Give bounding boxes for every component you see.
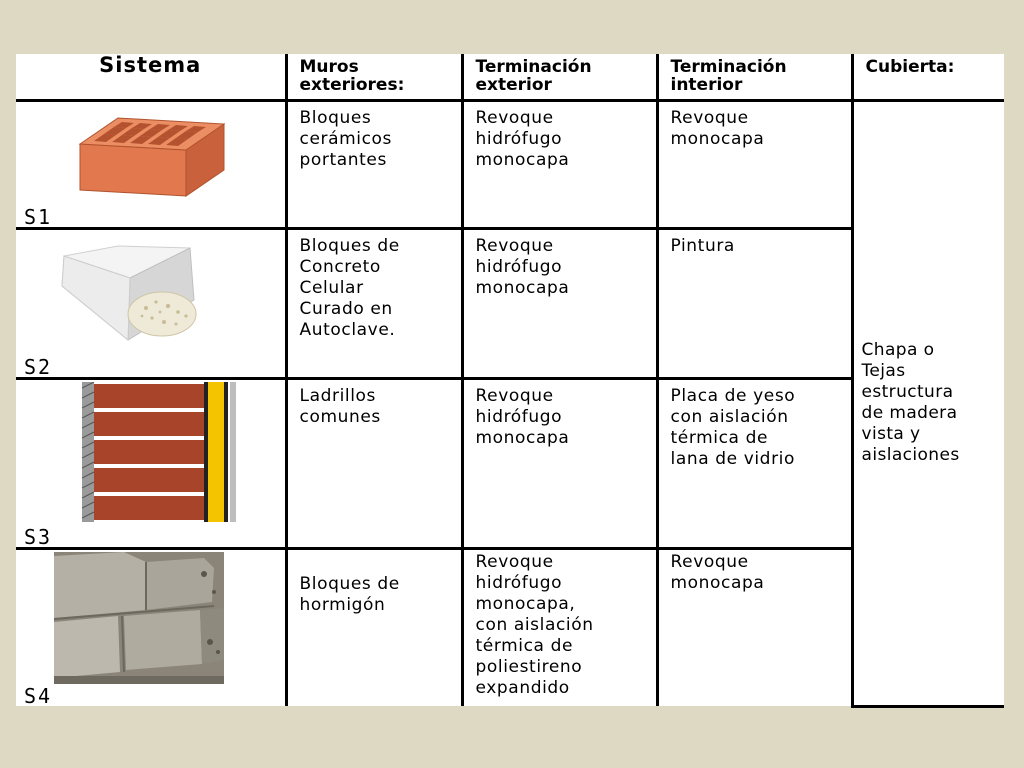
system-id-label: S1 <box>24 204 53 229</box>
term-int-cell <box>657 548 852 706</box>
term-int-cell <box>657 378 852 548</box>
muros-text: Ladrillos comunes <box>299 385 381 427</box>
systems-table-container <box>16 54 1004 706</box>
muros-cell <box>286 378 462 548</box>
header-sistema <box>16 54 286 100</box>
system-cell-s2 <box>16 228 286 378</box>
header-cubierta-label: Cubierta: <box>865 57 955 77</box>
muros-cell <box>286 548 462 706</box>
system-cell-s3 <box>16 378 286 548</box>
cubierta-cell <box>852 100 1004 706</box>
term-ext-text: Revoque hidrófugo monocapa <box>475 235 570 298</box>
term-int-text: Pintura <box>670 235 735 256</box>
header-term-ext-label: Terminación exterior <box>475 57 592 95</box>
muros-text: Bloques de hormigón <box>299 573 400 615</box>
brick-wall-section-image <box>82 382 238 522</box>
term-ext-cell <box>462 100 657 228</box>
term-ext-cell <box>462 228 657 378</box>
header-muros-label: Muros exteriores: <box>299 57 405 95</box>
term-int-cell <box>657 100 852 228</box>
concrete-block-wall-image <box>54 552 224 684</box>
system-id-label: S4 <box>24 684 53 708</box>
system-id-label: S3 <box>24 524 53 549</box>
term-ext-text: Revoque hidrófugo monocapa <box>475 107 570 170</box>
header-cubierta <box>852 54 1004 100</box>
muros-cell <box>286 228 462 378</box>
term-int-cell <box>657 228 852 378</box>
term-ext-cell <box>462 548 657 706</box>
muros-text: Bloques de Concreto Celular Curado en Autoclave. <box>299 235 400 340</box>
header-terminacion-exterior <box>462 54 657 100</box>
muros-text: Bloques cerámicos portantes <box>299 107 393 170</box>
term-ext-cell <box>462 378 657 548</box>
term-int-text: Revoque monocapa <box>670 551 765 593</box>
system-id-label: S2 <box>24 354 53 379</box>
term-int-text: Revoque monocapa <box>670 107 765 149</box>
term-ext-text: Revoque hidrófugo monocapa <box>475 385 570 448</box>
system-cell-s4 <box>16 548 286 706</box>
header-muros-exteriores <box>286 54 462 100</box>
muros-cell <box>286 100 462 228</box>
header-sistema-label: Sistema <box>99 53 202 77</box>
system-cell-s1 <box>16 100 286 228</box>
table-row <box>16 100 1004 228</box>
header-terminacion-interior <box>657 54 852 100</box>
header-term-int-label: Terminación interior <box>670 57 787 95</box>
cubierta-text: Chapa o Tejas estructura de madera vista y aislaciones <box>861 340 960 465</box>
aerated-block-image <box>58 244 208 344</box>
term-ext-text: Revoque hidrófugo monocapa, con aislación térmica de poliestireno expandido <box>475 551 594 698</box>
construction-systems-table <box>16 54 1004 708</box>
term-int-text: Placa de yeso con aislación térmica de lana de vidrio <box>670 385 796 469</box>
ceramic-block-image <box>74 110 230 198</box>
